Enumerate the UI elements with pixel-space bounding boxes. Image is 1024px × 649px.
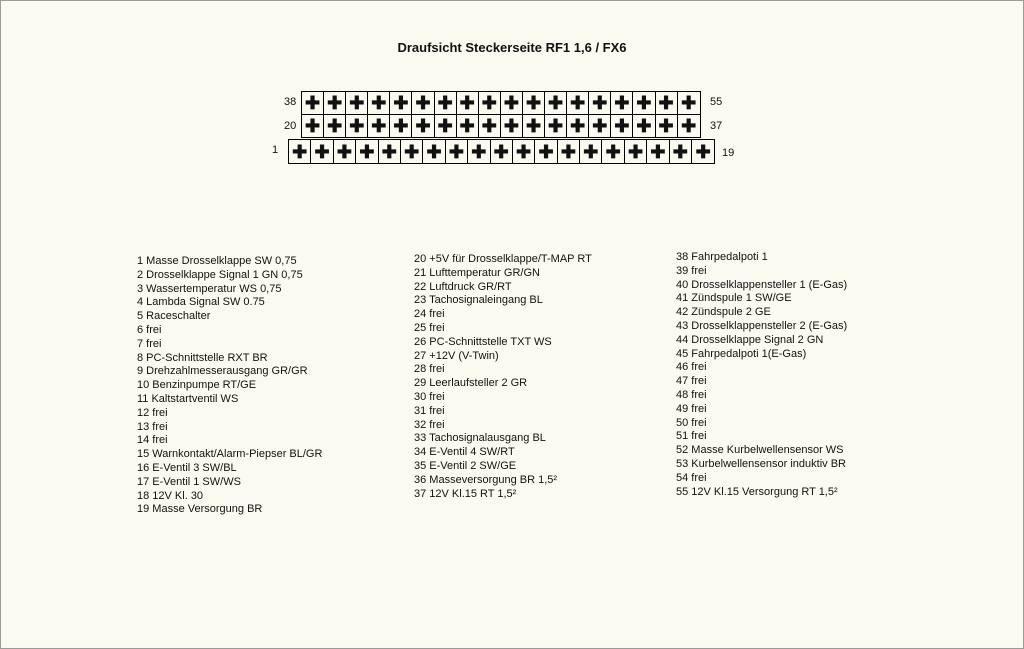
pin-description: 6 frei: [137, 323, 162, 336]
pin-list-column-2: [414, 253, 592, 501]
connector-pin: ✚: [523, 115, 545, 137]
pin-description: 52 Masse Kurbelwellensensor WS: [676, 444, 844, 457]
pin-description: 13 frei: [137, 420, 168, 433]
pin-description: 24 frei: [414, 308, 445, 321]
pin-description: 23 Tachosignaleingang BL: [414, 294, 543, 307]
pin-description: 45 Fahrpedalpoti 1(E-Gas): [676, 347, 807, 360]
connector-pin: ✚: [368, 115, 390, 137]
pin-description: 26 PC-Schnittstelle TXT WS: [414, 335, 552, 348]
pin-description: 16 E-Ventil 3 SW/BL: [137, 461, 237, 474]
connector-pin: ✚: [401, 140, 423, 163]
pin-description: 38 Fahrpedalpoti 1: [676, 251, 768, 263]
connector-pin: ✚: [334, 140, 356, 163]
pin-description: 41 Zündspule 1 SW/GE: [676, 292, 792, 305]
pin-description: 44 Drosselklappe Signal 2 GN: [676, 333, 824, 346]
connector-pin: ✚: [468, 140, 490, 163]
pin-description: 9 Drehzahlmesserausgang GR/GR: [137, 365, 308, 378]
pin-description: 17 E-Ventil 1 SW/WS: [137, 475, 241, 488]
connector-pin: ✚: [479, 115, 501, 137]
pin-description: 31 frei: [414, 404, 445, 417]
connector-pin: ✚: [412, 92, 434, 114]
row-1-start-label: 1: [272, 144, 279, 156]
pin-description: 11 Kaltstartventil WS: [137, 392, 239, 405]
connector-pin: ✚: [558, 140, 580, 163]
connector-pin: ✚: [545, 115, 567, 137]
row-20-end-label: 37: [710, 120, 723, 132]
connector-pin: ✚: [368, 92, 390, 114]
pin-description: 7 frei: [137, 337, 162, 350]
pin-description: 12 frei: [137, 406, 168, 419]
pin-description: 10 Benzinpumpe RT/GE: [137, 379, 257, 392]
pin-description: 49 frei: [676, 402, 707, 415]
connector-pin: ✚: [346, 115, 368, 137]
pin-description: 55 12V Kl.15 Versorgung RT 1,5²: [676, 485, 838, 498]
pin-description: 42 Zündspule 2 GE: [676, 306, 771, 319]
connector-pin: ✚: [501, 115, 523, 137]
pin-description: 53 Kurbelwellensensor induktiv BR: [676, 457, 846, 470]
connector-pin: ✚: [647, 140, 669, 163]
pin-description: 25 frei: [414, 321, 445, 334]
pin-description: 36 Masseversorgung BR 1,5²: [414, 473, 558, 486]
connector-pin: ✚: [580, 140, 602, 163]
pin-description: 2 Drosselklappe Signal 1 GN 0,75: [137, 268, 303, 281]
pin-description: 51 frei: [676, 430, 707, 443]
pin-description: 40 Drosselklappensteller 1 (E-Gas): [676, 278, 848, 291]
row-1-end-label: 19: [722, 147, 735, 159]
connector-pin: ✚: [625, 140, 647, 163]
pin-description: 39 frei: [676, 264, 707, 277]
connector-pin: ✚: [681, 116, 697, 136]
connector-pin: ✚: [324, 92, 346, 114]
pin-list-column-3: [676, 251, 847, 499]
pin-description: 30 frei: [414, 390, 445, 403]
connector-pin: ✚: [589, 92, 611, 114]
connector-pin: ✚: [656, 115, 678, 137]
pin-description: 3 Wassertemperatur WS 0,75: [137, 282, 282, 295]
page-title: Draufsicht Steckerseite RF1 1,6 / FX6: [397, 40, 627, 55]
row-38-end-label: 55: [710, 96, 723, 108]
connector-pin: ✚: [602, 140, 624, 163]
connector-pin: ✚: [289, 140, 311, 163]
pin-description: 21 Lufttemperatur GR/GN: [414, 266, 540, 279]
connector-pin: ✚: [379, 140, 401, 163]
pin-description: 50 frei: [676, 416, 707, 429]
connector-pin: ✚: [633, 92, 655, 114]
connector-pin: ✚: [457, 92, 479, 114]
connector-pin: ✚: [435, 115, 457, 137]
connector-row-middle: [301, 114, 701, 138]
connector-pin: ✚: [423, 140, 445, 163]
connector-pin: ✚: [435, 92, 457, 114]
connector-pin: ✚: [567, 92, 589, 114]
pin-description: 54 frei: [676, 471, 707, 484]
pin-description: 18 12V Kl. 30: [137, 489, 204, 502]
pin-description: 34 E-Ventil 4 SW/RT: [414, 446, 515, 459]
pin-description: 32 frei: [414, 418, 445, 431]
connector-pin: ✚: [611, 115, 633, 137]
connector-pin: ✚: [535, 140, 557, 163]
pin-list-column-1: [137, 255, 322, 517]
connector-pin: ✚: [589, 115, 611, 137]
connector-pin: ✚: [670, 140, 692, 163]
connector-pin: ✚: [324, 115, 346, 137]
connector-pin: ✚: [302, 92, 324, 114]
connector-pin: ✚: [501, 92, 523, 114]
connector-pin: ✚: [479, 92, 501, 114]
connector-pin: ✚: [681, 93, 697, 113]
pin-description: 15 Warnkontakt/Alarm-Piepser BL/GR: [137, 448, 323, 461]
pin-description: 22 Luftdruck GR/RT: [414, 280, 512, 293]
connector-pin: ✚: [513, 140, 535, 163]
connector-pin: ✚: [390, 115, 412, 137]
pin-description: 35 E-Ventil 2 SW/GE: [414, 459, 517, 472]
row-20-start-label: 20: [284, 120, 297, 132]
pin-description: 47 frei: [676, 375, 707, 388]
pin-description: 46 frei: [676, 361, 707, 374]
connector-pin: ✚: [446, 140, 468, 163]
pin-description: 20 +5V für Drosselklappe/T-MAP RT: [414, 253, 592, 265]
connector-pin: ✚: [695, 141, 711, 162]
connector-pin: ✚: [311, 140, 333, 163]
connector-pin: ✚: [412, 115, 434, 137]
connector-pin: ✚: [457, 115, 479, 137]
pin-description: 19 Masse Versorgung BR: [137, 503, 263, 516]
pin-description: 27 +12V (V-Twin): [414, 349, 499, 362]
pin-description: 29 Leerlaufsteller 2 GR: [414, 377, 528, 390]
connector-pin: ✚: [356, 140, 378, 163]
pin-description: 43 Drosselklappensteller 2 (E-Gas): [676, 319, 848, 332]
pin-description: 37 12V Kl.15 RT 1,5²: [414, 487, 517, 500]
connector-pin: ✚: [491, 140, 513, 163]
connector-row-top: [301, 91, 701, 115]
connector-pin: ✚: [656, 92, 678, 114]
connector-pin: ✚: [633, 115, 655, 137]
pin-description: 8 PC-Schnittstelle RXT BR: [137, 351, 268, 364]
connector-pin: ✚: [611, 92, 633, 114]
pin-description: 4 Lambda Signal SW 0.75: [137, 296, 265, 309]
pin-description: 48 frei: [676, 388, 707, 401]
connector-pin: ✚: [545, 92, 567, 114]
pin-description: 14 frei: [137, 434, 168, 447]
connector-pin: ✚: [523, 92, 545, 114]
pin-description: 33 Tachosignalausgang BL: [414, 432, 546, 445]
pin-description: 1 Masse Drosselklappe SW 0,75: [137, 255, 297, 267]
pin-description: 28 frei: [414, 363, 445, 376]
connector-pin: ✚: [302, 115, 324, 137]
connector-pin: ✚: [567, 115, 589, 137]
row-38-start-label: 38: [284, 96, 297, 108]
pin-description: 5 Raceschalter: [137, 310, 211, 323]
connector-pin: ✚: [390, 92, 412, 114]
connector-row-bottom: [288, 139, 715, 164]
connector-pin: ✚: [346, 92, 368, 114]
